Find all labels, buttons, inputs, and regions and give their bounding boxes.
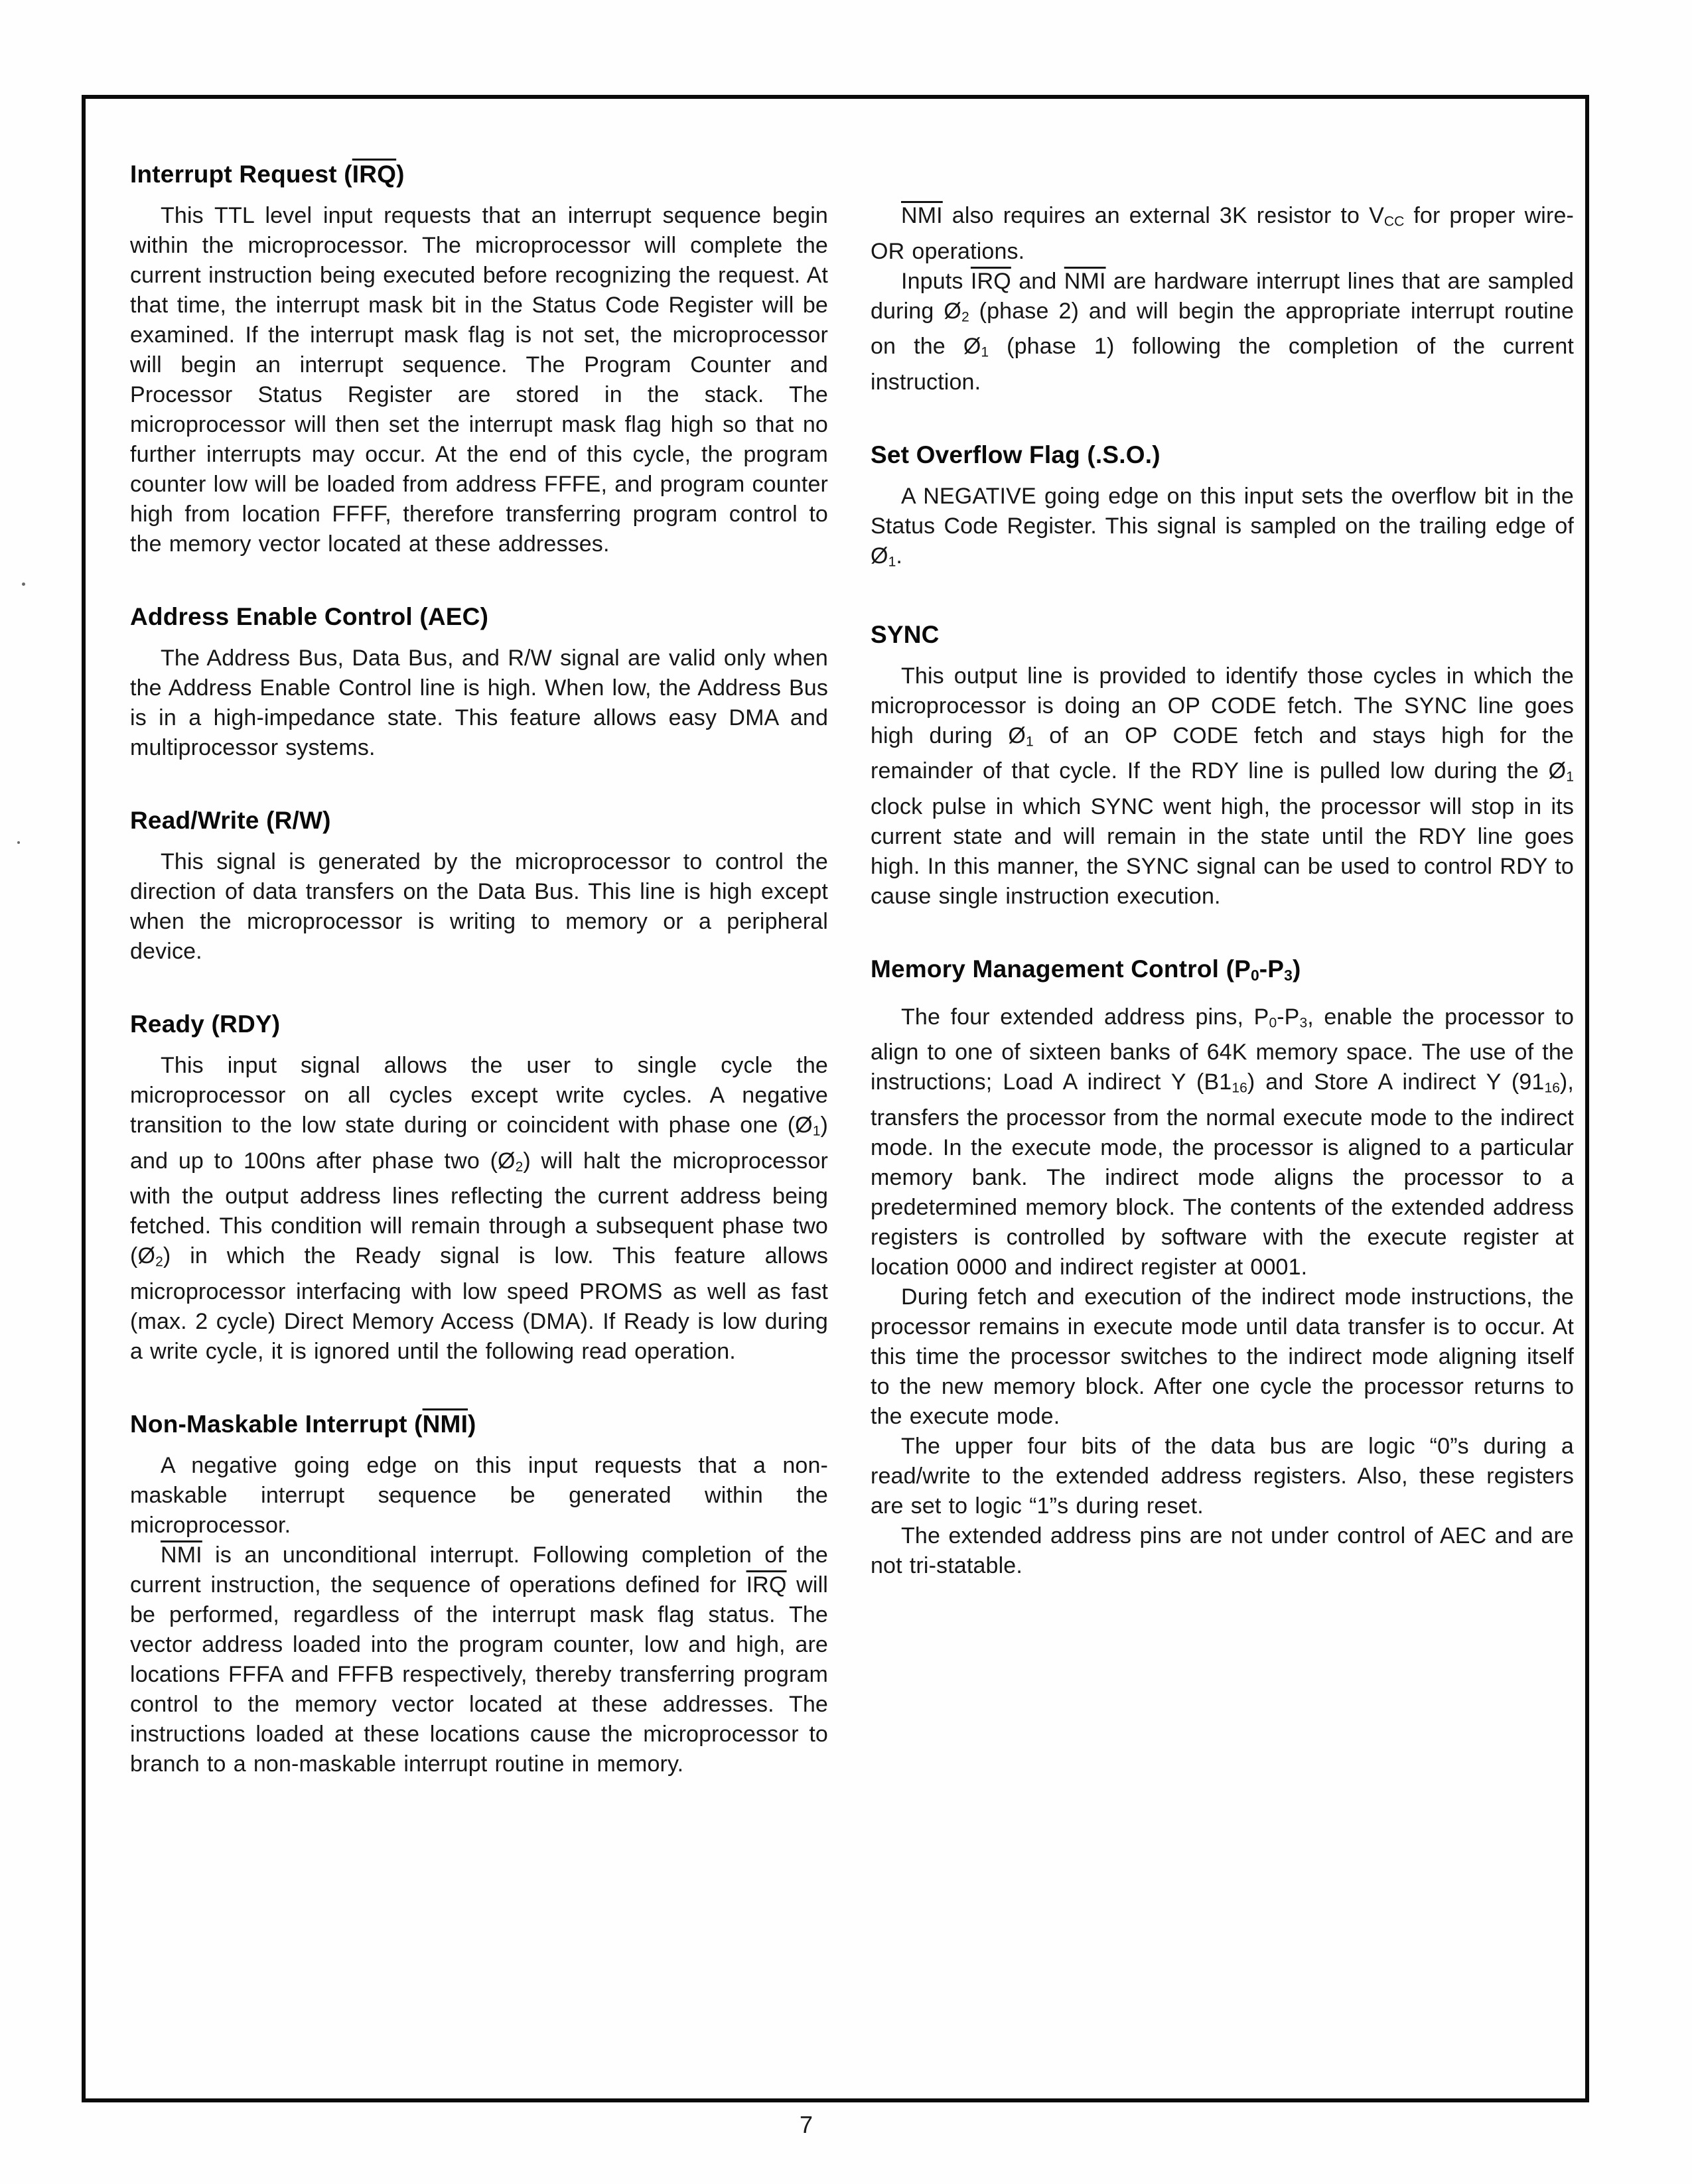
- scan-artifact-dot: [22, 582, 25, 586]
- paragraph-nmi-resistor: $\overline{NMI}$ also requires an external 3K resistor to VCC for proper wire-OR operations.: [871, 203, 1575, 264]
- heading-address-enable-control: Address Enable Control (AEC): [130, 603, 489, 630]
- page-number: 7: [799, 2111, 813, 2138]
- heading-read-write: Read/Write (R/W): [130, 807, 331, 834]
- paragraph-nmi-1: A negative going edge on this input requests that a non-maskable interrupt sequence be generated within the microprocessor.: [130, 1452, 828, 1538]
- paragraph-aec: The Address Bus, Data Bus, and R/W signal are valid only when the Address Enable Control line is high. When low, the Address Bus is in a high-impedance state. This feature allows easy DMA and multiprocessor systems.: [130, 646, 828, 760]
- paragraph-irq: This TTL level input requests that an interrupt sequence begin within the microprocessor. The microprocessor will complete the current instruction being executed before recognizing the request. At that time, the interrupt mask bit in the Status Code Register will be examined. If the interrupt mask flag is not set, the microprocessor will begin an interrupt sequence. The Program Counter and Processor Status Register are stored in the stack. The microprocessor will then set the interrupt mask flag high so that no further interrupts may occur. At the end of this cycle, the program counter low will be loaded from address FFFE, and program counter high from location FFFF, therefore transferring program control to the memory vector located at these addresses.: [130, 203, 828, 557]
- paragraph-interrupt-sampling: Inputs $\overline{IRQ}$ and $\overline{NMI}$ are hardware interrupt lines that are sampled during Ø2 (phase 2) and will begin the appropriate interrupt routine on the Ø1 (phase 1) following the completion of the current instruction.: [871, 268, 1575, 395]
- paragraph-mmc-2: During fetch and execution of the indirect mode instructions, the processor remains in execute mode until data transfer is to occur. At this time the processor switches to the indirect mode aligning itself to the new memory block. After one cycle the processor returns to the execute mode.: [871, 1284, 1574, 1430]
- heading-memory-management-control: Memory Management Control (P0-P3): [871, 955, 1301, 984]
- heading-non-maskable-interrupt: Non-Maskable Interrupt (NMI): [130, 1410, 476, 1438]
- paragraph-set-overflow: A NEGATIVE going edge on this input sets the overflow bit in the Status Code Register. This signal is sampled on the trailing edge of Ø1.: [871, 483, 1574, 570]
- heading-set-overflow-flag: Set Overflow Flag (.S.O.): [871, 441, 1161, 468]
- paragraph-mmc-3: The upper four bits of the data bus are logic “0”s during a read/write to the extended address registers. Also, these registers are set to logic “1”s during reset.: [871, 1434, 1574, 1519]
- paragraph-ready: This input signal allows the user to single cycle the microprocessor on all cycles except write cycles. A negative transition to the low state during or coincident with phase one (Ø1) and up to 100ns after phase two (Ø2) will halt the microprocessor with the output address lines reflecting the current address being fetched. This condition will remain through a subsequent phase two (Ø2) in which the Ready signal is low. This feature allows microprocessor interfacing with low speed PROMS as well as fast (max. 2 cycle) Direct Memory Access (DMA). If Ready is low during a write cycle, it is ignored until the following read operation.: [130, 1053, 828, 1364]
- heading-ready: Ready (RDY): [130, 1010, 281, 1038]
- heading-sync: SYNC: [871, 620, 940, 648]
- heading-interrupt-request: Interrupt Request (IRQ): [130, 161, 405, 188]
- scan-artifact-dot: [17, 841, 20, 844]
- paragraph-read-write: This signal is generated by the microprocessor to control the direction of data transfers on the Data Bus. This line is high except when the microprocessor is writing to memory or a peripheral device.: [130, 849, 828, 964]
- paragraph-mmc-4: The extended address pins are not under control of AEC and are not tri-statable.: [871, 1523, 1574, 1579]
- paragraph-sync: This output line is provided to identify those cycles in which the microprocessor is doing an OP CODE fetch. The SYNC line goes high during Ø1 of an OP CODE fetch and stays high for the remainder of that cycle. If the RDY line is pulled low during the Ø1 clock pulse in which SYNC went high, the processor will stop in its current state and will remain in the state until the RDY line goes high. In this manner, the SYNC signal can be used to control RDY to cause single instruction execution.: [871, 663, 1574, 909]
- paragraph-nmi-2: $\overline{NMI}$ is an unconditional interrupt. Following completion of the current instruction, the sequence of operations defined for $\overline{IRQ}$ will be performed, regardless of the interrupt mask flag status. The vector address loaded into the program counter, low and high, are locations FFFA and FFFB respectively, thereby transferring program control to the memory vector located at these addresses. The instructions loaded at these locations cause the microprocessor to branch to a non-maskable interrupt routine in memory.: [130, 1542, 828, 1777]
- right-column: [871, 159, 1574, 1581]
- left-column: [130, 159, 828, 1779]
- paragraph-mmc-1: The four extended address pins, P0-P3, enable the processor to align to one of sixteen banks of 64K memory space. The use of the instructions; Load A indirect Y (B116) and Store A indirect Y (9116), transfers the processor from the normal execute mode to the indirect mode. In the execute mode, the processor is aligned to a particular memory bank. The indirect mode aligns the processor to a predetermined memory block. The contents of the extended address registers is controlled by software with the execute register at location 0000 and indirect register at 0001.: [871, 1004, 1575, 1280]
